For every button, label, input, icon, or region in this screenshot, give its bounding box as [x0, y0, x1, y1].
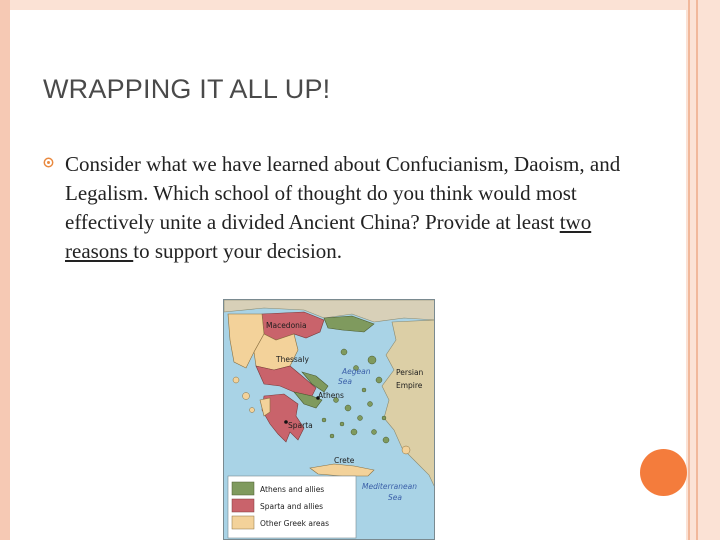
label-thessaly: Thessaly	[276, 355, 309, 364]
label-athens: Athens	[318, 391, 344, 400]
label-aegean-sea: Sea	[338, 377, 352, 386]
label-mediterranean-sea: Sea	[388, 493, 402, 502]
decorative-orange-circle	[640, 449, 687, 496]
label-empire: Empire	[396, 381, 423, 390]
label-macedonia: Macedonia	[266, 321, 307, 330]
body-text	[65, 150, 625, 266]
body-text-part: to support your decision.	[133, 239, 343, 263]
label-persian: Persian	[396, 368, 424, 377]
legend-label-athens: Athens and allies	[260, 485, 325, 494]
legend-swatch-athens	[232, 482, 254, 495]
frame-left-bar	[0, 0, 10, 540]
legend-swatch-sparta	[232, 499, 254, 512]
label-sparta: Sparta	[288, 421, 313, 430]
greece-map	[223, 299, 435, 540]
label-mediterranean: Mediterranean	[362, 482, 417, 491]
frame-top-bar	[10, 0, 720, 10]
legend-swatch-other	[232, 516, 254, 529]
frame-right-line-inner	[696, 0, 698, 540]
body-text-part: Consider what we have learned about Confucianism, Daoism, and Legalism. Which school of thought do you think would most effectively unite a divided Ancient China? Provide at least	[65, 152, 621, 234]
label-aegean: Aegean	[342, 367, 371, 376]
slide-title: WRAPPING IT ALL UP!	[43, 74, 331, 104]
underlined-phrase: two reasons	[65, 210, 592, 263]
rhodes-island	[402, 446, 410, 454]
label-crete: Crete	[334, 456, 355, 465]
legend-label-other: Other Greek areas	[260, 519, 329, 528]
bullet-icon	[43, 157, 54, 168]
map-legend	[228, 476, 356, 538]
legend-label-sparta: Sparta and allies	[260, 502, 323, 511]
frame-right-line-outer	[688, 0, 690, 540]
frame-right-band	[686, 0, 720, 540]
